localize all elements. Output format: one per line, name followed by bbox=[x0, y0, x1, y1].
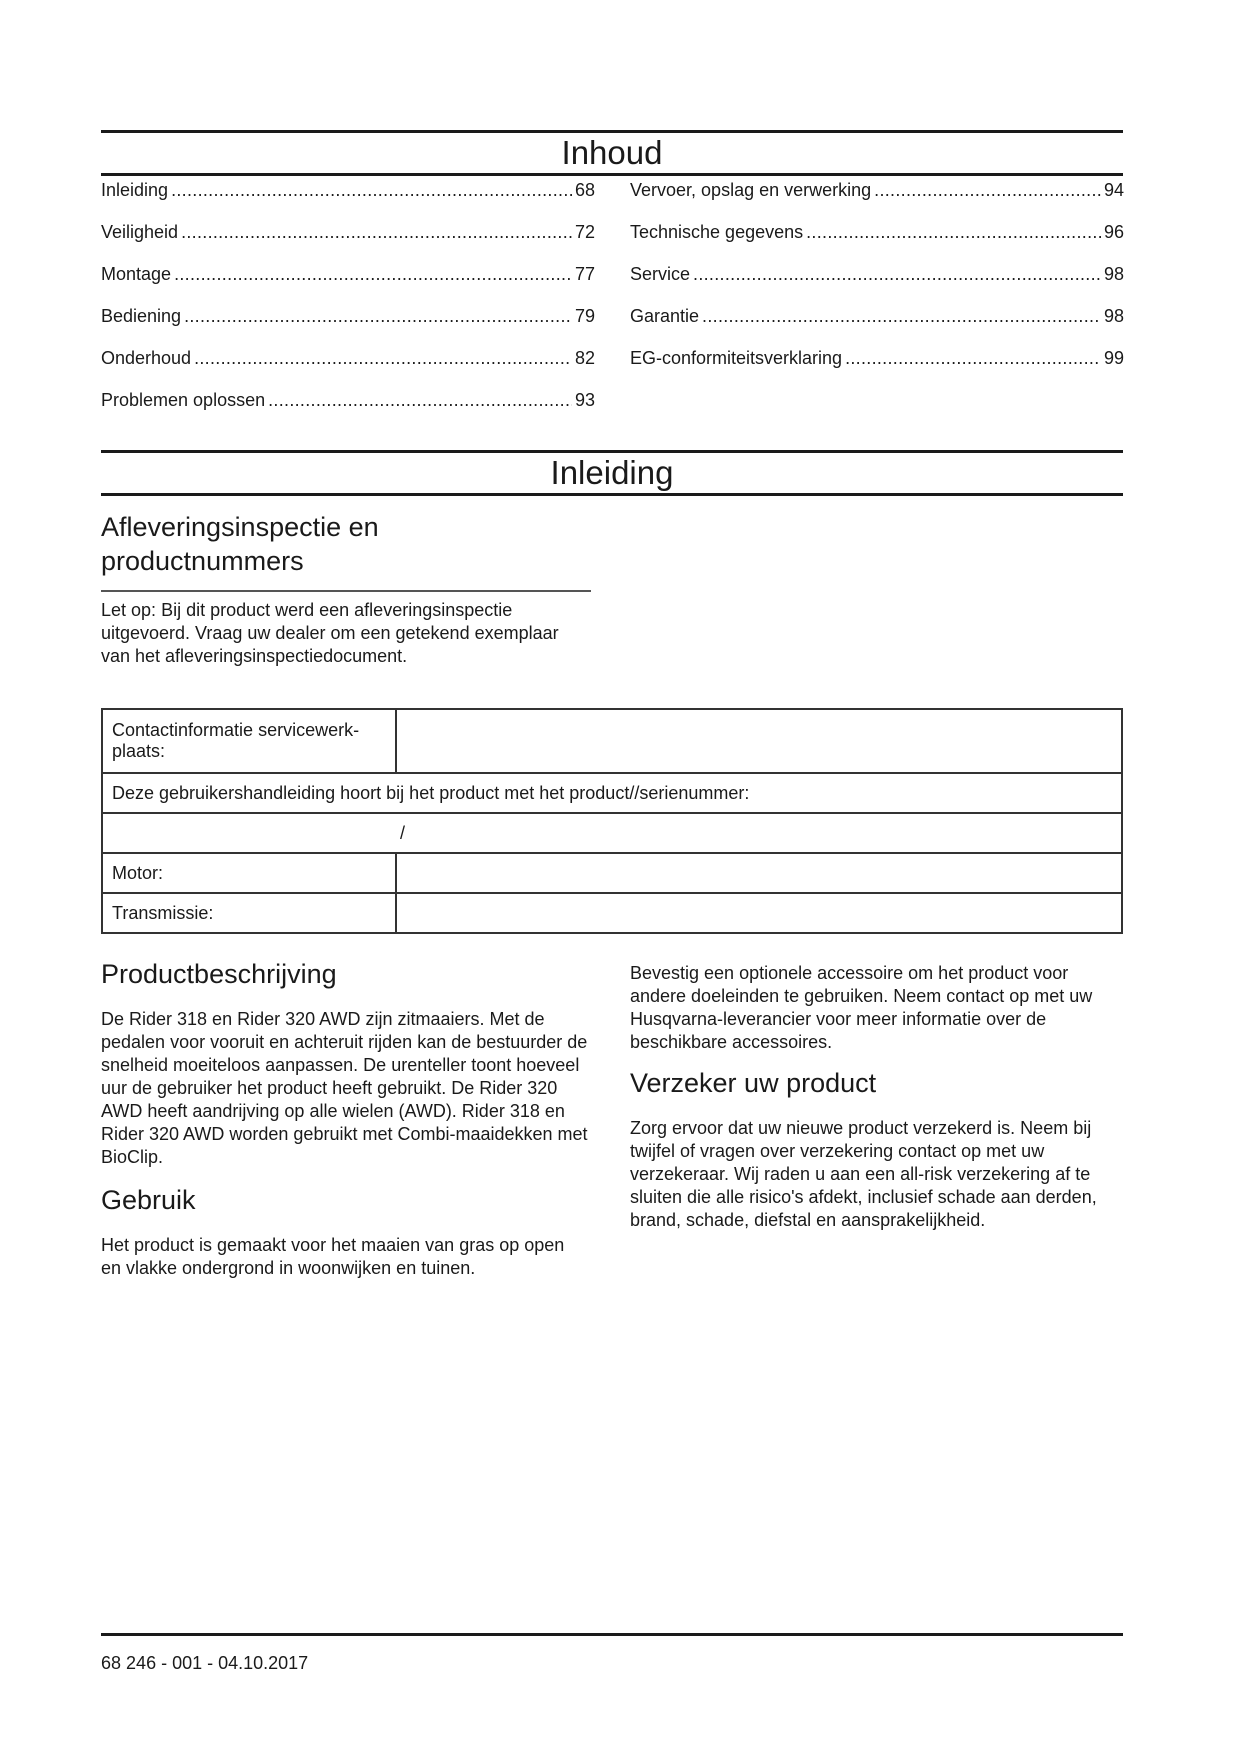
usage-title: Gebruik bbox=[101, 1185, 196, 1215]
toc-leader bbox=[184, 306, 572, 327]
toc-left-column bbox=[101, 180, 595, 432]
toc-entry-page: 98 bbox=[1103, 264, 1124, 284]
transmission-value-cell[interactable] bbox=[396, 893, 1122, 933]
toc-entry-page: 82 bbox=[574, 348, 595, 368]
table-row bbox=[102, 893, 1122, 933]
toc-entry[interactable] bbox=[630, 264, 1124, 306]
inspection-title: Afleveringsinspectie en productnummers bbox=[101, 512, 379, 576]
toc-entry[interactable] bbox=[101, 180, 595, 222]
motor-label-cell bbox=[102, 853, 396, 893]
toc-entry-title: Montage bbox=[101, 264, 172, 284]
toc-entry-page: 94 bbox=[1103, 180, 1124, 200]
toc-leader bbox=[174, 264, 572, 285]
toc-entry-page: 99 bbox=[1103, 348, 1124, 368]
contact-value-cell[interactable] bbox=[396, 709, 1122, 773]
footer-rule bbox=[101, 1633, 1123, 1636]
toc-leader bbox=[181, 222, 572, 243]
table-row bbox=[102, 813, 1122, 853]
transmission-label-cell bbox=[102, 893, 396, 933]
toc-leader bbox=[702, 306, 1101, 327]
toc-entry-page: 77 bbox=[574, 264, 595, 284]
toc-entry-title: Technische gegevens bbox=[630, 222, 804, 242]
product-description-title: Productbeschrijving bbox=[101, 959, 337, 989]
page-footer bbox=[101, 1652, 308, 1674]
toc-entry-title: Service bbox=[630, 264, 691, 284]
toc-entry[interactable] bbox=[101, 306, 595, 348]
toc-entry-title: Vervoer, opslag en verwerking bbox=[630, 180, 872, 200]
insurance-title: Verzeker uw product bbox=[630, 1068, 877, 1098]
toc-entry-title: EG-conformiteitsverklaring bbox=[630, 348, 843, 368]
toc-entry-title: Onderhoud bbox=[101, 348, 192, 368]
insurance-text: Zorg ervoor dat uw nieuwe product verzekerd is. Neem bij twijfel of vragen over verzekering contact op met uw verzekeraar. Wij raden u aan een all-risk verzekering af te sluiten die alle risico's afdekt, inclusief schade aan derden, brand, schade, diefstal en aansprakelijkheid. bbox=[630, 1118, 1097, 1230]
toc-entry-page: 72 bbox=[574, 222, 595, 242]
toc-heading-text: Inhoud bbox=[561, 134, 663, 171]
toc-entry-page: 93 bbox=[574, 390, 595, 410]
intro-heading bbox=[101, 450, 1123, 496]
motor-value-cell[interactable] bbox=[396, 853, 1122, 893]
product-info-table bbox=[101, 708, 1123, 934]
toc-entry[interactable] bbox=[101, 264, 595, 306]
toc-heading bbox=[101, 130, 1123, 176]
contact-label: Contactinformatie servicewerk-plaats: bbox=[112, 720, 360, 761]
contact-label-cell bbox=[102, 709, 396, 773]
toc-entry-page: 96 bbox=[1103, 222, 1124, 242]
toc-entry[interactable] bbox=[630, 348, 1124, 390]
note-text: Bij dit product werd een afleveringsinspectie uitgevoerd. Vraag uw dealer om een getekend exemplaar van het afleveringsinspectiedocument. bbox=[101, 600, 559, 666]
product-row-text: Deze gebruikershandleiding hoort bij het product met het product//serienummer: bbox=[112, 782, 750, 803]
toc-entry-title: Bediening bbox=[101, 306, 182, 326]
motor-label: Motor: bbox=[112, 862, 164, 883]
toc-entry-page: 68 bbox=[574, 180, 595, 200]
toc-leader bbox=[845, 348, 1101, 369]
toc-right-column bbox=[630, 180, 1124, 390]
toc-leader bbox=[806, 222, 1101, 243]
toc-entry-title: Veiligheid bbox=[101, 222, 179, 242]
product-description-text: De Rider 318 en Rider 320 AWD zijn zitmaaiers. Met de pedalen voor vooruit en achteruit rijden kan de bestuurder de snelheid moeiteloos aanpassen. De urenteller toont hoeveel uur de gebruiker het product heeft gebruikt. De Rider 320 AWD heeft aandrijving op alle wielen (AWD). Rider 318 en Rider 320 AWD worden gebruikt met Combi-maaidekken met BioClip. bbox=[101, 1009, 588, 1167]
accessories-text: Bevestig een optionele accessoire om het product voor andere doeleinden te gebruiken. Neem contact op met uw Husqvarna-leverancier voor meer informatie over de beschikbare accessoires. bbox=[630, 963, 1093, 1052]
toc-leader bbox=[693, 264, 1101, 285]
toc-leader bbox=[268, 390, 572, 411]
intro-heading-text: Inleiding bbox=[550, 454, 674, 491]
toc-entry-title: Problemen oplossen bbox=[101, 390, 266, 410]
usage-text: Het product is gemaakt voor het maaien van gras op open en vlakke ondergrond in woonwijken en tuinen. bbox=[101, 1235, 565, 1278]
toc-leader bbox=[194, 348, 572, 369]
document-code: 246 - 001 - 04.10.2017 bbox=[126, 1653, 309, 1673]
product-row-cell bbox=[102, 773, 1122, 813]
table-row bbox=[102, 773, 1122, 813]
toc-leader bbox=[171, 180, 572, 201]
serial-number-cell[interactable] bbox=[102, 813, 1122, 853]
toc-entry[interactable] bbox=[630, 222, 1124, 264]
toc-entry-page: 79 bbox=[574, 306, 595, 326]
toc-entry[interactable] bbox=[630, 180, 1124, 222]
inspection-note bbox=[101, 599, 571, 668]
toc-leader bbox=[874, 180, 1101, 201]
toc-entry-title: Inleiding bbox=[101, 180, 169, 200]
toc-entry[interactable] bbox=[101, 348, 595, 390]
table-row bbox=[102, 853, 1122, 893]
toc-entry-title: Garantie bbox=[630, 306, 700, 326]
note-label: Let op: bbox=[101, 600, 157, 620]
toc-entry[interactable] bbox=[101, 222, 595, 264]
transmission-label: Transmissie: bbox=[112, 902, 214, 923]
page-number: 68 bbox=[101, 1653, 122, 1673]
serial-separator: / bbox=[400, 822, 406, 843]
inspection-rule bbox=[101, 590, 591, 592]
table-row bbox=[102, 709, 1122, 773]
toc-entry-page: 98 bbox=[1103, 306, 1124, 326]
toc-entry[interactable] bbox=[630, 306, 1124, 348]
toc-entry[interactable] bbox=[101, 390, 595, 432]
